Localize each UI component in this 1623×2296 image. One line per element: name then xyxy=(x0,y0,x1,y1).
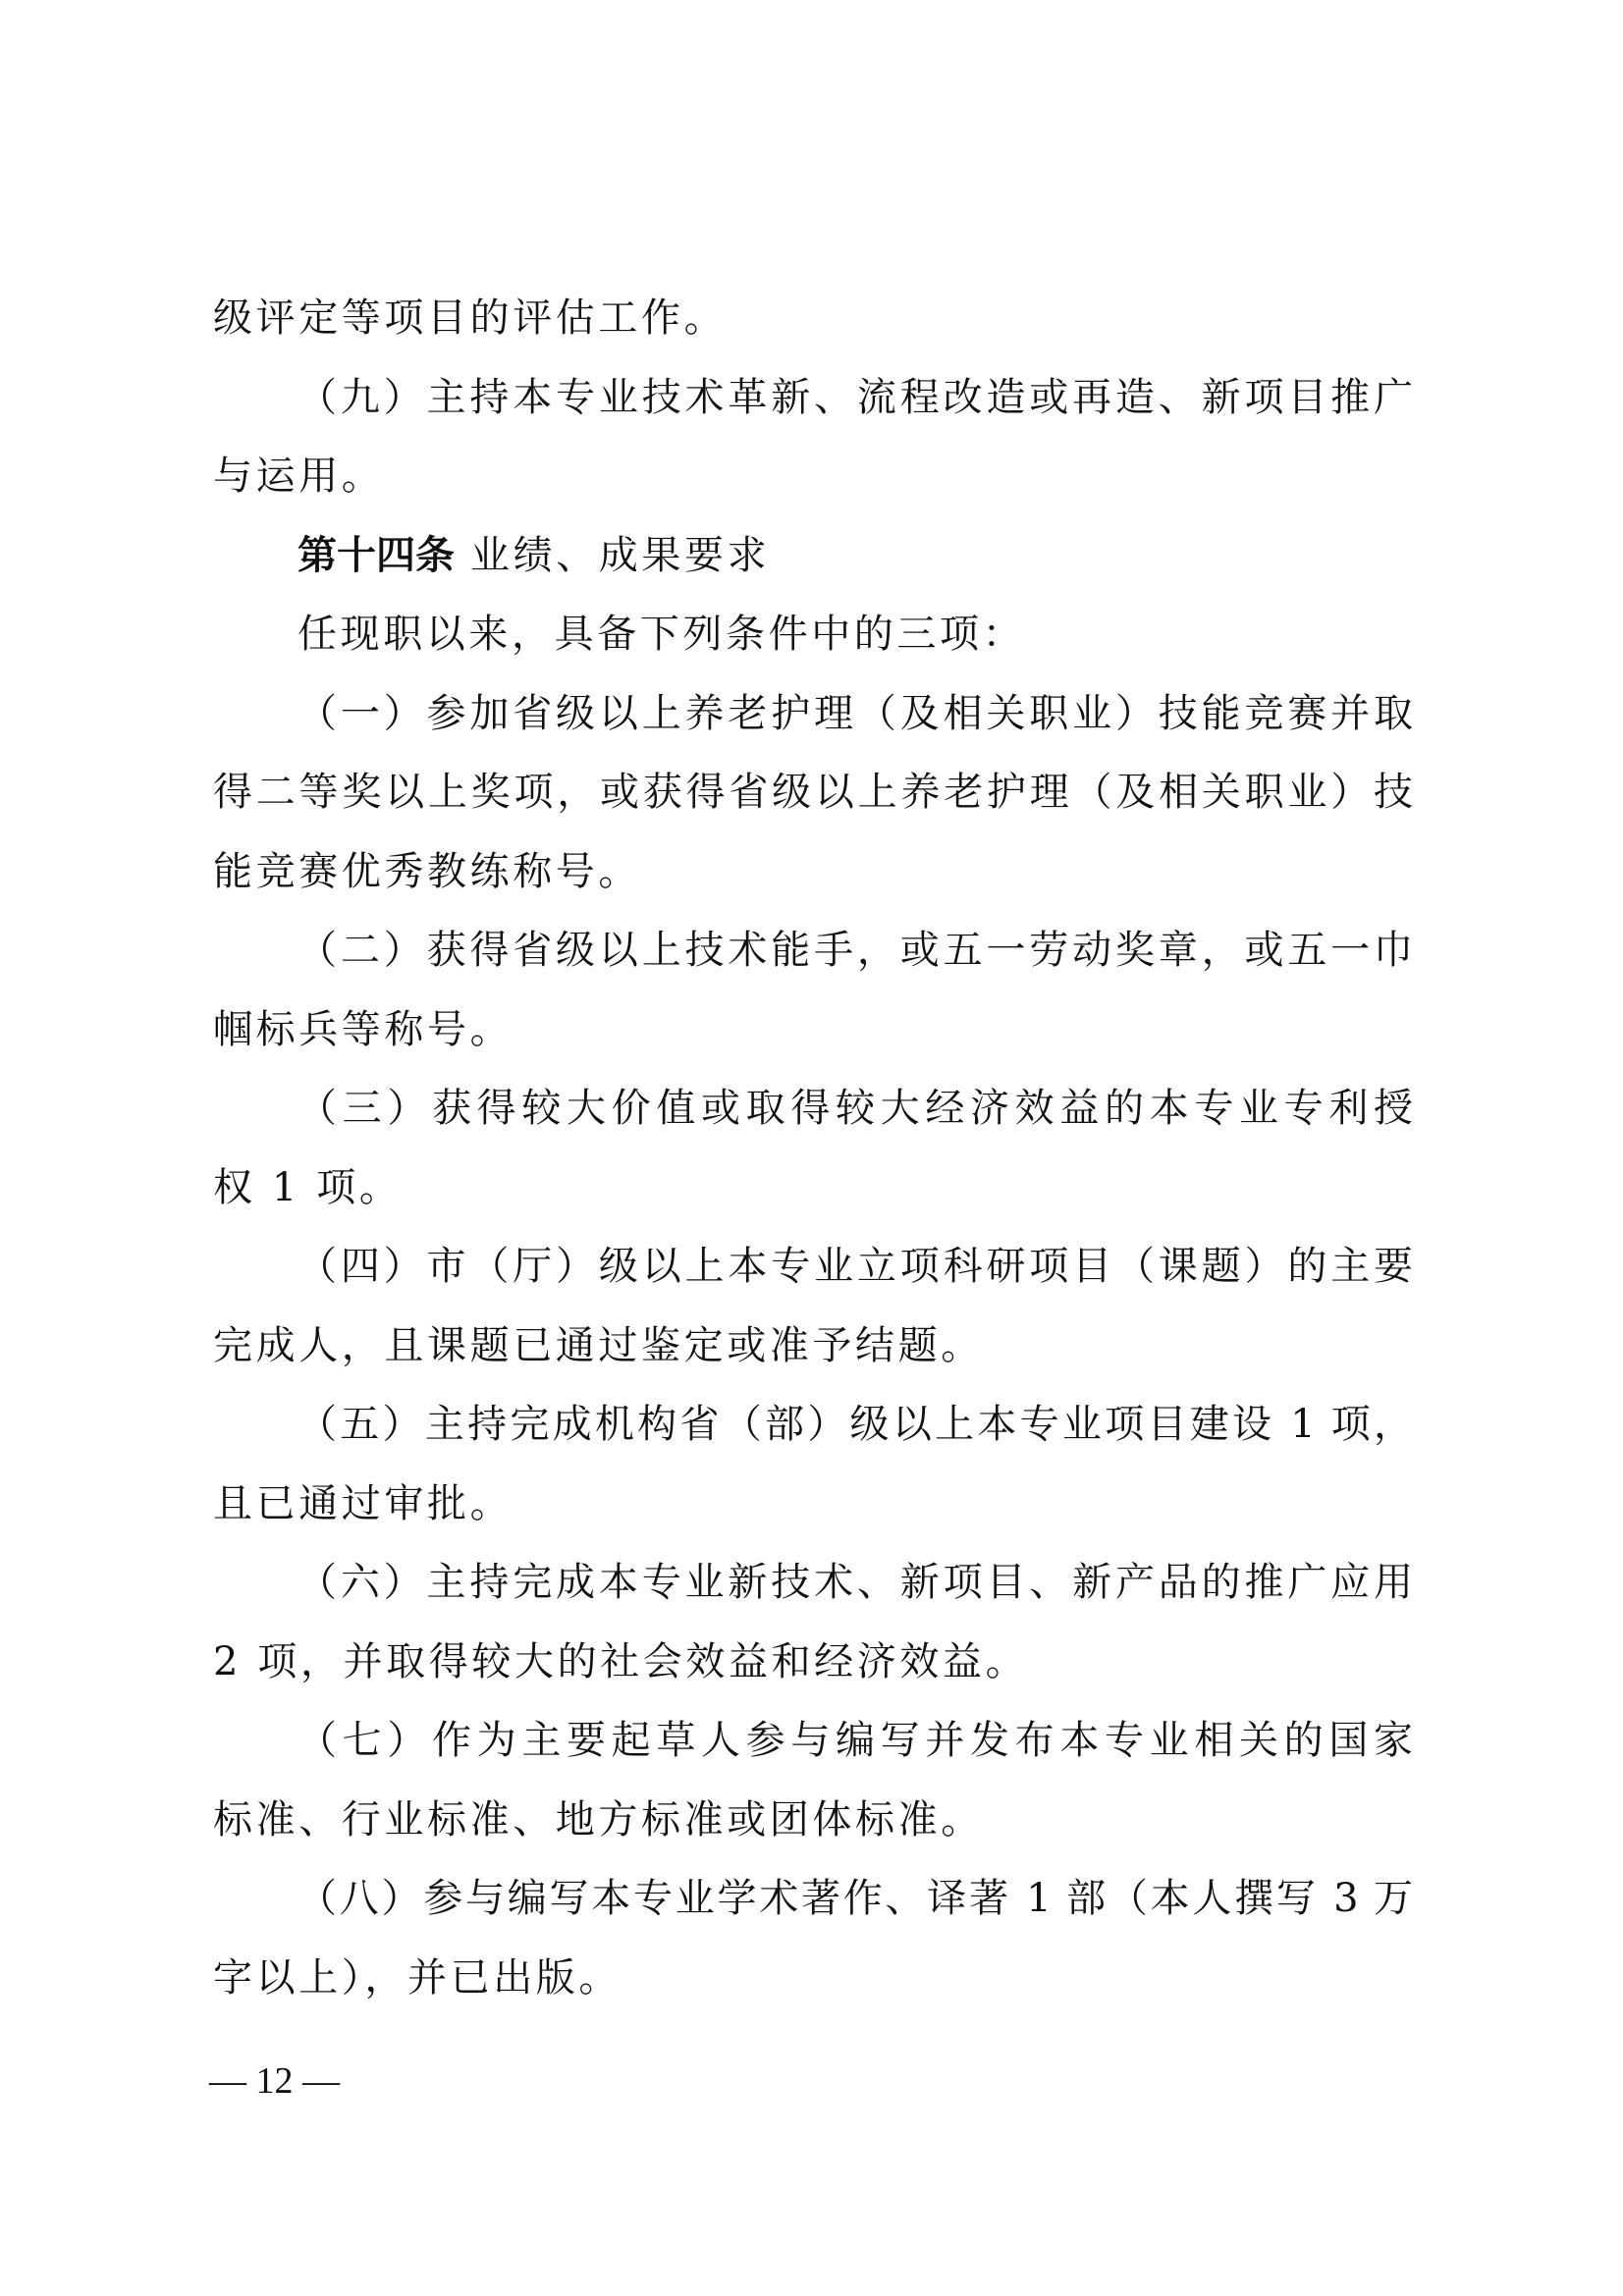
requirement-3-line-1: （三）获得较大价值或取得较大经济效益的本专业专利授 xyxy=(298,1086,1413,1131)
requirement-2-line-1: （二）获得省级以上技术能手，或五一劳动奖章，或五一巾 xyxy=(298,928,1413,973)
requirement-5-line-1: （五）主持完成机构省（部）级以上本专业项目建设 1 项， xyxy=(298,1402,1413,1447)
requirement-8-line-2: 字以上），并已出版。 xyxy=(213,1955,622,2001)
requirement-7-line-2: 标准、行业标准、地方标准或团体标准。 xyxy=(213,1797,984,1842)
requirement-6-line-2: 2 项，并取得较大的社会效益和经济效益。 xyxy=(213,1639,1029,1684)
requirement-4-line-2: 完成人，且课题已通过鉴定或准予结题。 xyxy=(213,1323,984,1368)
article-number: 第十四条 xyxy=(298,533,455,578)
requirement-1-line-2: 得二等奖以上奖项，或获得省级以上养老护理（及相关职业）技 xyxy=(213,770,1413,815)
requirement-6-line-1: （六）主持完成本专业新技术、新项目、新产品的推广应用 xyxy=(298,1560,1413,1605)
requirement-7-line-1: （七）作为主要起草人参与编写并发布本专业相关的国家 xyxy=(298,1718,1413,1763)
page-number: — 12 — xyxy=(209,2060,340,2102)
requirement-8-line-1: （八）参与编写本专业学术著作、译著 1 部（本人撰写 3 万 xyxy=(298,1876,1413,1921)
requirement-2-line-2: 帼标兵等称号。 xyxy=(213,1007,514,1052)
requirement-4-line-1: （四）市（厅）级以上本专业立项科研项目（课题）的主要 xyxy=(298,1244,1413,1289)
clause-item-9-line-1: （九）主持本专业技术革新、流程改造或再造、新项目推广 xyxy=(298,375,1413,420)
article-title: 业绩、成果要求 xyxy=(470,533,771,578)
requirement-1-line-3: 能竞赛优秀教练称号。 xyxy=(213,849,641,894)
clause-item-9-line-2: 与运用。 xyxy=(213,454,385,499)
article-heading xyxy=(298,526,1413,585)
requirement-3-line-2: 权 1 项。 xyxy=(213,1165,403,1210)
requirement-5-line-2: 且已通过审批。 xyxy=(213,1481,514,1526)
paragraph-line: 级评定等项目的评估工作。 xyxy=(213,295,728,341)
article-intro: 任现职以来，具备下列条件中的三项： xyxy=(298,612,1026,657)
requirement-1-line-1: （一）参加省级以上养老护理（及相关职业）技能竞赛并取 xyxy=(298,691,1413,736)
